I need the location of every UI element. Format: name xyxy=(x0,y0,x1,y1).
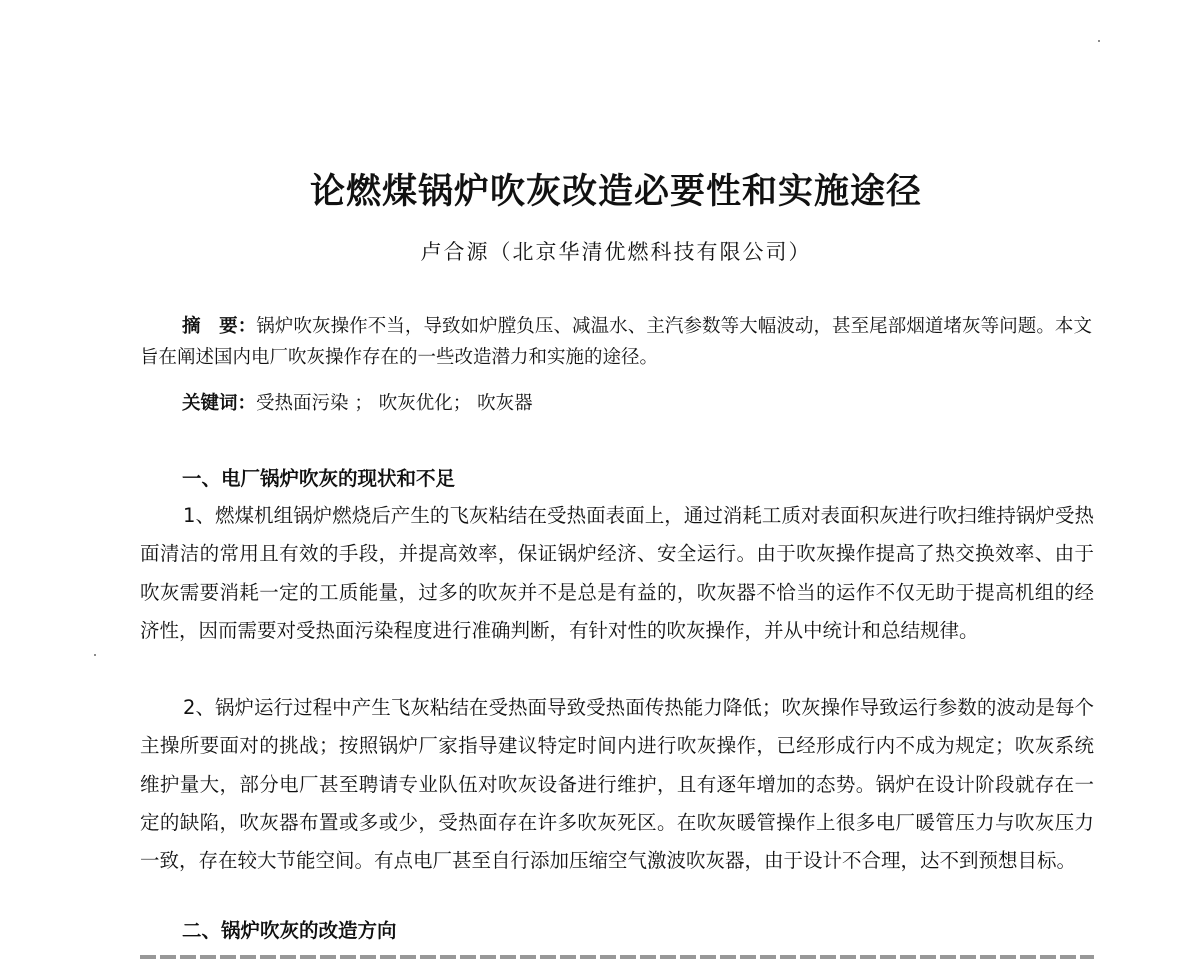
paper-title: 论燃煤锅炉吹灰改造必要性和实施途径 xyxy=(309,172,922,213)
keywords-text: 受热面污染 ； 吹灰优化； 吹灰器 xyxy=(256,393,533,414)
cut-off-text-line xyxy=(140,950,1094,961)
keywords-label: 关键词： xyxy=(182,393,257,414)
scan-speck xyxy=(94,654,96,656)
section-heading-1: 一、电厂锅炉吹灰的现状和不足 xyxy=(182,467,456,490)
abstract-label: 摘 要： xyxy=(182,316,257,337)
section-heading-2: 二、锅炉吹灰的改造方向 xyxy=(182,919,397,942)
keywords xyxy=(182,389,1092,419)
author-affiliation: 卢合源（北京华清优燃科技有限公司） xyxy=(420,240,812,264)
scan-speck xyxy=(1098,40,1100,42)
section-1-paragraph-2: 2、锅炉运行过程中产生飞灰粘结在受热面导致受热面传热能力降低；吹灰操作导致运行参数的波动是每个主操所要面对的挑战；按照锅炉厂家指导建议特定时间内进行吹灰操作，已经形成行内不成为规定；吹灰系统维护量大，部分电厂甚至聘请专业队伍对吹灰设备进行维护，且有逐年增加的态势。锅炉在设计阶段就存在一定的缺陷，吹灰器布置或多或少，受热面存在许多吹灰死区。在吹灰暖管操作上很多电厂暖管压力与吹灰压力一致，存在较大节能空间。有点电厂甚至自行添加压缩空气激波吹灰器，由于设计不合理，达不到预想目标。 xyxy=(140,696,1094,873)
abstract xyxy=(140,311,1092,373)
section-1-paragraph-1: 1、燃煤机组锅炉燃烧后产生的飞灰粘结在受热面表面上，通过消耗工质对表面积灰进行吹扫维持锅炉受热面清洁的常用且有效的手段，并提高效率，保证锅炉经济、安全运行。由于吹灰操作提高了热交换效率、由于吹灰需要消耗一定的工质能量，过多的吹灰并不是总是有益的，吹灰器不恰当的运作不仅无助于提高机组的经济性，因而需要对受热面污染程度进行准确判断，有针对性的吹灰操作，并从中统计和总结规律。 xyxy=(140,504,1094,642)
abstract-text: 锅炉吹灰操作不当，导致如炉膛负压、减温水、主汽参数等大幅波动，甚至尾部烟道堵灰等问题。本文旨在阐述国内电厂吹灰操作存在的一些改造潜力和实施的途径。 xyxy=(140,316,1092,368)
